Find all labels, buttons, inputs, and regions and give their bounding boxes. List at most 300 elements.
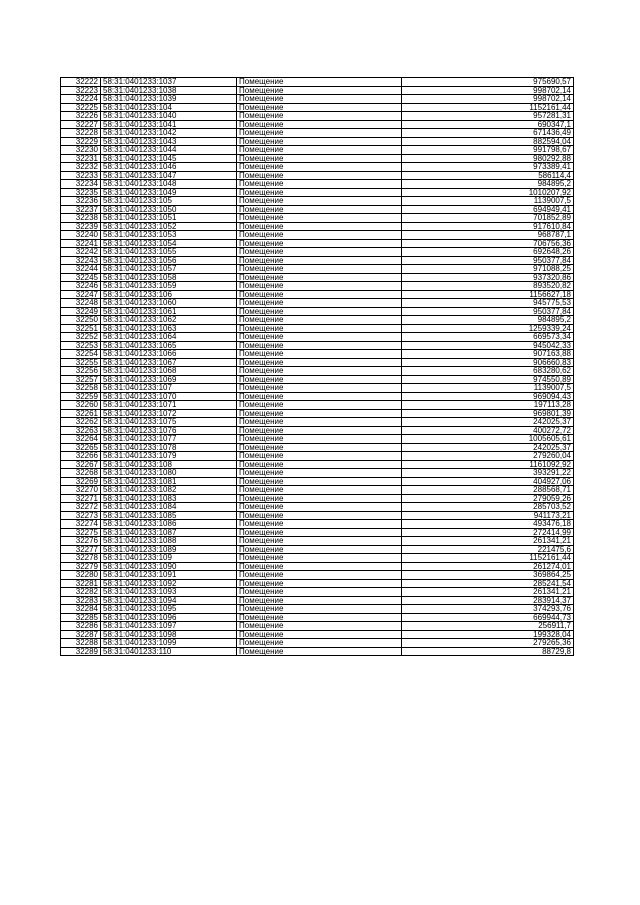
cadastral-number-cell: 58:31:0401233:1092 bbox=[101, 579, 237, 588]
cadastral-value-cell: 285241,54 bbox=[402, 579, 574, 588]
cadastral-number-cell: 58:31:0401233:1093 bbox=[101, 588, 237, 597]
row-number-cell: 32281 bbox=[61, 579, 101, 588]
object-type-cell: Помещение bbox=[237, 350, 402, 359]
table-row bbox=[61, 316, 574, 325]
cadastral-number-cell: 58:31:0401233:1062 bbox=[101, 316, 237, 325]
object-type-cell: Помещение bbox=[237, 197, 402, 206]
cadastral-value-cell: 261341,21 bbox=[402, 537, 574, 546]
row-number-cell: 32265 bbox=[61, 443, 101, 452]
object-type-cell: Помещение bbox=[237, 163, 402, 172]
row-number-cell: 32232 bbox=[61, 163, 101, 172]
cadastral-value-cell: 221475,6 bbox=[402, 545, 574, 554]
cadastral-number-cell: 58:31:0401233:1071 bbox=[101, 401, 237, 410]
row-number-cell: 32236 bbox=[61, 197, 101, 206]
cadastral-number-cell: 58:31:0401233:1056 bbox=[101, 256, 237, 265]
row-number-cell: 32231 bbox=[61, 154, 101, 163]
object-type-cell: Помещение bbox=[237, 375, 402, 384]
object-type-cell: Помещение bbox=[237, 265, 402, 274]
table-row bbox=[61, 299, 574, 308]
cadastral-value-cell: 261274,01 bbox=[402, 562, 574, 571]
object-type-cell: Помещение bbox=[237, 95, 402, 104]
object-type-cell: Помещение bbox=[237, 392, 402, 401]
table-row bbox=[61, 256, 574, 265]
row-number-cell: 32279 bbox=[61, 562, 101, 571]
table-row bbox=[61, 452, 574, 461]
row-number-cell: 32258 bbox=[61, 384, 101, 393]
cadastral-value-cell: 669944,73 bbox=[402, 613, 574, 622]
row-number-cell: 32285 bbox=[61, 613, 101, 622]
table-row bbox=[61, 486, 574, 495]
cadastral-value-cell: 1259339,24 bbox=[402, 324, 574, 333]
table-row bbox=[61, 307, 574, 316]
object-type-cell: Помещение bbox=[237, 528, 402, 537]
object-type-cell: Помещение bbox=[237, 299, 402, 308]
cadastral-value-cell: 279260,04 bbox=[402, 452, 574, 461]
object-type-cell: Помещение bbox=[237, 188, 402, 197]
table-body bbox=[61, 78, 574, 656]
cadastral-value-cell: 242025,37 bbox=[402, 443, 574, 452]
cadastral-value-cell: 586114,4 bbox=[402, 171, 574, 180]
cadastral-number-cell: 58:31:0401233:108 bbox=[101, 460, 237, 469]
cadastral-number-cell: 58:31:0401233:1066 bbox=[101, 350, 237, 359]
table-row bbox=[61, 273, 574, 282]
row-number-cell: 32272 bbox=[61, 503, 101, 512]
cadastral-value-cell: 199328,04 bbox=[402, 630, 574, 639]
cadastral-value-cell: 279059,26 bbox=[402, 494, 574, 503]
cadastral-number-cell: 58:31:0401233:1060 bbox=[101, 299, 237, 308]
cadastral-value-cell: 937320,86 bbox=[402, 273, 574, 282]
row-number-cell: 32243 bbox=[61, 256, 101, 265]
row-number-cell: 32278 bbox=[61, 554, 101, 563]
object-type-cell: Помещение bbox=[237, 324, 402, 333]
table-row bbox=[61, 494, 574, 503]
cadastral-value-cell: 701852,89 bbox=[402, 214, 574, 223]
object-type-cell: Помещение bbox=[237, 171, 402, 180]
row-number-cell: 32257 bbox=[61, 375, 101, 384]
table-row bbox=[61, 95, 574, 104]
object-type-cell: Помещение bbox=[237, 571, 402, 580]
object-type-cell: Помещение bbox=[237, 639, 402, 648]
table-row bbox=[61, 290, 574, 299]
row-number-cell: 32275 bbox=[61, 528, 101, 537]
cadastral-value-cell: 893520,82 bbox=[402, 282, 574, 291]
object-type-cell: Помещение bbox=[237, 605, 402, 614]
table-row bbox=[61, 367, 574, 376]
table-row bbox=[61, 239, 574, 248]
table-row bbox=[61, 214, 574, 223]
table-row bbox=[61, 469, 574, 478]
object-type-cell: Помещение bbox=[237, 384, 402, 393]
cadastral-value-cell: 969801,39 bbox=[402, 409, 574, 418]
cadastral-number-cell: 58:31:0401233:1051 bbox=[101, 214, 237, 223]
table-row bbox=[61, 350, 574, 359]
row-number-cell: 32245 bbox=[61, 273, 101, 282]
cadastral-value-cell: 669573,34 bbox=[402, 333, 574, 342]
row-number-cell: 32268 bbox=[61, 469, 101, 478]
cadastral-value-cell: 197113,28 bbox=[402, 401, 574, 410]
cadastral-value-table bbox=[60, 77, 574, 656]
object-type-cell: Помещение bbox=[237, 86, 402, 95]
object-type-cell: Помещение bbox=[237, 248, 402, 257]
cadastral-number-cell: 58:31:0401233:1090 bbox=[101, 562, 237, 571]
cadastral-number-cell: 58:31:0401233:107 bbox=[101, 384, 237, 393]
object-type-cell: Помещение bbox=[237, 273, 402, 282]
cadastral-number-cell: 58:31:0401233:1043 bbox=[101, 137, 237, 146]
cadastral-number-cell: 58:31:0401233:1076 bbox=[101, 426, 237, 435]
cadastral-value-cell: 272414,99 bbox=[402, 528, 574, 537]
table-row bbox=[61, 409, 574, 418]
row-number-cell: 32224 bbox=[61, 95, 101, 104]
cadastral-number-cell: 58:31:0401233:1061 bbox=[101, 307, 237, 316]
cadastral-value-cell: 692648,26 bbox=[402, 248, 574, 257]
object-type-cell: Помещение bbox=[237, 486, 402, 495]
row-number-cell: 32267 bbox=[61, 460, 101, 469]
row-number-cell: 32273 bbox=[61, 511, 101, 520]
table-row bbox=[61, 248, 574, 257]
cadastral-value-cell: 973389,41 bbox=[402, 163, 574, 172]
row-number-cell: 32252 bbox=[61, 333, 101, 342]
object-type-cell: Помещение bbox=[237, 146, 402, 155]
table-row bbox=[61, 545, 574, 554]
object-type-cell: Помещение bbox=[237, 180, 402, 189]
cadastral-number-cell: 58:31:0401233:1065 bbox=[101, 341, 237, 350]
object-type-cell: Помещение bbox=[237, 333, 402, 342]
row-number-cell: 32264 bbox=[61, 435, 101, 444]
cadastral-number-cell: 58:31:0401233:1041 bbox=[101, 120, 237, 129]
row-number-cell: 32276 bbox=[61, 537, 101, 546]
cadastral-value-cell: 706756,36 bbox=[402, 239, 574, 248]
row-number-cell: 32239 bbox=[61, 222, 101, 231]
table-row bbox=[61, 375, 574, 384]
row-number-cell: 32235 bbox=[61, 188, 101, 197]
cadastral-number-cell: 58:31:0401233:1044 bbox=[101, 146, 237, 155]
row-number-cell: 32223 bbox=[61, 86, 101, 95]
object-type-cell: Помещение bbox=[237, 588, 402, 597]
cadastral-number-cell: 58:31:0401233:1042 bbox=[101, 129, 237, 138]
table-row bbox=[61, 418, 574, 427]
cadastral-number-cell: 58:31:0401233:1079 bbox=[101, 452, 237, 461]
object-type-cell: Помещение bbox=[237, 282, 402, 291]
cadastral-number-cell: 58:31:0401233:1083 bbox=[101, 494, 237, 503]
table-row bbox=[61, 562, 574, 571]
table-row bbox=[61, 596, 574, 605]
row-number-cell: 32277 bbox=[61, 545, 101, 554]
object-type-cell: Помещение bbox=[237, 222, 402, 231]
row-number-cell: 32284 bbox=[61, 605, 101, 614]
row-number-cell: 32255 bbox=[61, 358, 101, 367]
cadastral-number-cell: 58:31:0401233:1089 bbox=[101, 545, 237, 554]
table-row bbox=[61, 554, 574, 563]
cadastral-value-cell: 907163,88 bbox=[402, 350, 574, 359]
row-number-cell: 32233 bbox=[61, 171, 101, 180]
cadastral-value-cell: 974550,89 bbox=[402, 375, 574, 384]
object-type-cell: Помещение bbox=[237, 537, 402, 546]
cadastral-number-cell: 58:31:0401233:1040 bbox=[101, 112, 237, 121]
cadastral-number-cell: 58:31:0401233:1072 bbox=[101, 409, 237, 418]
object-type-cell: Помещение bbox=[237, 401, 402, 410]
table-row bbox=[61, 579, 574, 588]
cadastral-number-cell: 58:31:0401233:1070 bbox=[101, 392, 237, 401]
row-number-cell: 32230 bbox=[61, 146, 101, 155]
cadastral-value-cell: 261341,21 bbox=[402, 588, 574, 597]
cadastral-value-cell: 369864,25 bbox=[402, 571, 574, 580]
object-type-cell: Помещение bbox=[237, 503, 402, 512]
cadastral-number-cell: 58:31:0401233:104 bbox=[101, 103, 237, 112]
row-number-cell: 32242 bbox=[61, 248, 101, 257]
cadastral-value-cell: 984895,2 bbox=[402, 316, 574, 325]
object-type-cell: Помещение bbox=[237, 562, 402, 571]
table-row bbox=[61, 571, 574, 580]
object-type-cell: Помещение bbox=[237, 494, 402, 503]
cadastral-number-cell: 58:31:0401233:1048 bbox=[101, 180, 237, 189]
cadastral-value-cell: 694949,41 bbox=[402, 205, 574, 214]
object-type-cell: Помещение bbox=[237, 622, 402, 631]
row-number-cell: 32238 bbox=[61, 214, 101, 223]
row-number-cell: 32253 bbox=[61, 341, 101, 350]
object-type-cell: Помещение bbox=[237, 290, 402, 299]
cadastral-number-cell: 58:31:0401233:1037 bbox=[101, 78, 237, 87]
cadastral-number-cell: 58:31:0401233:1084 bbox=[101, 503, 237, 512]
cadastral-number-cell: 58:31:0401233:1075 bbox=[101, 418, 237, 427]
cadastral-number-cell: 58:31:0401233:1099 bbox=[101, 639, 237, 648]
table-row bbox=[61, 188, 574, 197]
object-type-cell: Помещение bbox=[237, 214, 402, 223]
table-row bbox=[61, 154, 574, 163]
table-row bbox=[61, 324, 574, 333]
cadastral-number-cell: 58:31:0401233:109 bbox=[101, 554, 237, 563]
cadastral-number-cell: 58:31:0401233:1049 bbox=[101, 188, 237, 197]
cadastral-value-cell: 975690,57 bbox=[402, 78, 574, 87]
cadastral-value-cell: 950377,84 bbox=[402, 307, 574, 316]
object-type-cell: Помещение bbox=[237, 112, 402, 121]
cadastral-value-cell: 400272,72 bbox=[402, 426, 574, 435]
object-type-cell: Помещение bbox=[237, 256, 402, 265]
cadastral-number-cell: 58:31:0401233:110 bbox=[101, 647, 237, 656]
cadastral-value-cell: 941173,21 bbox=[402, 511, 574, 520]
cadastral-number-cell: 58:31:0401233:105 bbox=[101, 197, 237, 206]
table-row bbox=[61, 622, 574, 631]
cadastral-value-cell: 374293,76 bbox=[402, 605, 574, 614]
cadastral-number-cell: 58:31:0401233:1078 bbox=[101, 443, 237, 452]
row-number-cell: 32287 bbox=[61, 630, 101, 639]
table-row bbox=[61, 163, 574, 172]
table-row bbox=[61, 78, 574, 87]
cadastral-number-cell: 58:31:0401233:1058 bbox=[101, 273, 237, 282]
row-number-cell: 32225 bbox=[61, 103, 101, 112]
cadastral-number-cell: 58:31:0401233:1055 bbox=[101, 248, 237, 257]
cadastral-value-cell: 1156627,18 bbox=[402, 290, 574, 299]
object-type-cell: Помещение bbox=[237, 137, 402, 146]
table-row bbox=[61, 605, 574, 614]
object-type-cell: Помещение bbox=[237, 120, 402, 129]
cadastral-number-cell: 58:31:0401233:1077 bbox=[101, 435, 237, 444]
row-number-cell: 32254 bbox=[61, 350, 101, 359]
cadastral-number-cell: 58:31:0401233:106 bbox=[101, 290, 237, 299]
cadastral-value-cell: 1010207,92 bbox=[402, 188, 574, 197]
object-type-cell: Помещение bbox=[237, 511, 402, 520]
row-number-cell: 32261 bbox=[61, 409, 101, 418]
cadastral-value-cell: 1005605,61 bbox=[402, 435, 574, 444]
table-row bbox=[61, 426, 574, 435]
cadastral-number-cell: 58:31:0401233:1097 bbox=[101, 622, 237, 631]
cadastral-number-cell: 58:31:0401233:1052 bbox=[101, 222, 237, 231]
row-number-cell: 32274 bbox=[61, 520, 101, 529]
cadastral-value-cell: 971088,25 bbox=[402, 265, 574, 274]
cadastral-value-cell: 285703,52 bbox=[402, 503, 574, 512]
table-row bbox=[61, 401, 574, 410]
table-row bbox=[61, 588, 574, 597]
row-number-cell: 32250 bbox=[61, 316, 101, 325]
cadastral-value-cell: 1139007,5 bbox=[402, 197, 574, 206]
object-type-cell: Помещение bbox=[237, 460, 402, 469]
row-number-cell: 32237 bbox=[61, 205, 101, 214]
row-number-cell: 32234 bbox=[61, 180, 101, 189]
cadastral-number-cell: 58:31:0401233:1069 bbox=[101, 375, 237, 384]
object-type-cell: Помещение bbox=[237, 341, 402, 350]
object-type-cell: Помещение bbox=[237, 647, 402, 656]
row-number-cell: 32280 bbox=[61, 571, 101, 580]
object-type-cell: Помещение bbox=[237, 239, 402, 248]
table-row bbox=[61, 341, 574, 350]
table-row bbox=[61, 180, 574, 189]
cadastral-value-cell: 984895,2 bbox=[402, 180, 574, 189]
cadastral-number-cell: 58:31:0401233:1064 bbox=[101, 333, 237, 342]
table-row bbox=[61, 265, 574, 274]
cadastral-value-cell: 998702,14 bbox=[402, 95, 574, 104]
object-type-cell: Помещение bbox=[237, 409, 402, 418]
cadastral-number-cell: 58:31:0401233:1086 bbox=[101, 520, 237, 529]
cadastral-number-cell: 58:31:0401233:1080 bbox=[101, 469, 237, 478]
row-number-cell: 32244 bbox=[61, 265, 101, 274]
cadastral-number-cell: 58:31:0401233:1045 bbox=[101, 154, 237, 163]
cadastral-value-cell: 242025,37 bbox=[402, 418, 574, 427]
cadastral-value-cell: 279265,36 bbox=[402, 639, 574, 648]
row-number-cell: 32241 bbox=[61, 239, 101, 248]
object-type-cell: Помещение bbox=[237, 469, 402, 478]
table-row bbox=[61, 443, 574, 452]
table-row bbox=[61, 520, 574, 529]
cadastral-value-cell: 88729,8 bbox=[402, 647, 574, 656]
cadastral-value-cell: 283914,37 bbox=[402, 596, 574, 605]
row-number-cell: 32256 bbox=[61, 367, 101, 376]
object-type-cell: Помещение bbox=[237, 545, 402, 554]
table-row bbox=[61, 282, 574, 291]
cadastral-value-cell: 404927,06 bbox=[402, 477, 574, 486]
cadastral-value-cell: 957281,31 bbox=[402, 112, 574, 121]
cadastral-value-cell: 998702,14 bbox=[402, 86, 574, 95]
object-type-cell: Помещение bbox=[237, 613, 402, 622]
object-type-cell: Помещение bbox=[237, 78, 402, 87]
cadastral-number-cell: 58:31:0401233:1068 bbox=[101, 367, 237, 376]
cadastral-value-cell: 256911,7 bbox=[402, 622, 574, 631]
cadastral-number-cell: 58:31:0401233:1038 bbox=[101, 86, 237, 95]
table-row bbox=[61, 358, 574, 367]
table-row bbox=[61, 613, 574, 622]
row-number-cell: 32228 bbox=[61, 129, 101, 138]
object-type-cell: Помещение bbox=[237, 129, 402, 138]
cadastral-value-cell: 493476,18 bbox=[402, 520, 574, 529]
object-type-cell: Помещение bbox=[237, 630, 402, 639]
row-number-cell: 32271 bbox=[61, 494, 101, 503]
table-row bbox=[61, 86, 574, 95]
cadastral-number-cell: 58:31:0401233:1091 bbox=[101, 571, 237, 580]
row-number-cell: 32283 bbox=[61, 596, 101, 605]
table-row bbox=[61, 384, 574, 393]
cadastral-number-cell: 58:31:0401233:1054 bbox=[101, 239, 237, 248]
row-number-cell: 32222 bbox=[61, 78, 101, 87]
cadastral-number-cell: 58:31:0401233:1046 bbox=[101, 163, 237, 172]
row-number-cell: 32262 bbox=[61, 418, 101, 427]
cadastral-number-cell: 58:31:0401233:1094 bbox=[101, 596, 237, 605]
row-number-cell: 32282 bbox=[61, 588, 101, 597]
table-row bbox=[61, 222, 574, 231]
row-number-cell: 32229 bbox=[61, 137, 101, 146]
object-type-cell: Помещение bbox=[237, 418, 402, 427]
table-row bbox=[61, 528, 574, 537]
object-type-cell: Помещение bbox=[237, 316, 402, 325]
cadastral-number-cell: 58:31:0401233:1088 bbox=[101, 537, 237, 546]
row-number-cell: 32263 bbox=[61, 426, 101, 435]
table-row bbox=[61, 112, 574, 121]
row-number-cell: 32240 bbox=[61, 231, 101, 240]
cadastral-value-cell: 690347,1 bbox=[402, 120, 574, 129]
cadastral-value-cell: 1152161,44 bbox=[402, 103, 574, 112]
table-row bbox=[61, 639, 574, 648]
table-row bbox=[61, 129, 574, 138]
table-row bbox=[61, 647, 574, 656]
cadastral-value-cell: 968787,1 bbox=[402, 231, 574, 240]
row-number-cell: 32266 bbox=[61, 452, 101, 461]
row-number-cell: 32289 bbox=[61, 647, 101, 656]
cadastral-value-cell: 1139007,5 bbox=[402, 384, 574, 393]
cadastral-number-cell: 58:31:0401233:1050 bbox=[101, 205, 237, 214]
cadastral-value-cell: 991798,67 bbox=[402, 146, 574, 155]
object-type-cell: Помещение bbox=[237, 452, 402, 461]
row-number-cell: 32226 bbox=[61, 112, 101, 121]
object-type-cell: Помещение bbox=[237, 307, 402, 316]
cadastral-number-cell: 58:31:0401233:1081 bbox=[101, 477, 237, 486]
cadastral-value-cell: 945042,33 bbox=[402, 341, 574, 350]
row-number-cell: 32286 bbox=[61, 622, 101, 631]
table-row bbox=[61, 392, 574, 401]
table-row bbox=[61, 537, 574, 546]
table-row bbox=[61, 197, 574, 206]
table-row bbox=[61, 477, 574, 486]
cadastral-number-cell: 58:31:0401233:1047 bbox=[101, 171, 237, 180]
row-number-cell: 32270 bbox=[61, 486, 101, 495]
object-type-cell: Помещение bbox=[237, 435, 402, 444]
cadastral-number-cell: 58:31:0401233:1057 bbox=[101, 265, 237, 274]
cadastral-number-cell: 58:31:0401233:1095 bbox=[101, 605, 237, 614]
cadastral-number-cell: 58:31:0401233:1059 bbox=[101, 282, 237, 291]
cadastral-value-cell: 969094,43 bbox=[402, 392, 574, 401]
cadastral-number-cell: 58:31:0401233:1063 bbox=[101, 324, 237, 333]
cadastral-value-cell: 950377,84 bbox=[402, 256, 574, 265]
cadastral-number-cell: 58:31:0401233:1039 bbox=[101, 95, 237, 104]
row-number-cell: 32247 bbox=[61, 290, 101, 299]
table-row bbox=[61, 503, 574, 512]
object-type-cell: Помещение bbox=[237, 426, 402, 435]
cadastral-value-cell: 288568,71 bbox=[402, 486, 574, 495]
object-type-cell: Помещение bbox=[237, 443, 402, 452]
table-row bbox=[61, 333, 574, 342]
table-row bbox=[61, 137, 574, 146]
object-type-cell: Помещение bbox=[237, 358, 402, 367]
row-number-cell: 32246 bbox=[61, 282, 101, 291]
cadastral-number-cell: 58:31:0401233:1082 bbox=[101, 486, 237, 495]
cadastral-number-cell: 58:31:0401233:1053 bbox=[101, 231, 237, 240]
cadastral-number-cell: 58:31:0401233:1098 bbox=[101, 630, 237, 639]
